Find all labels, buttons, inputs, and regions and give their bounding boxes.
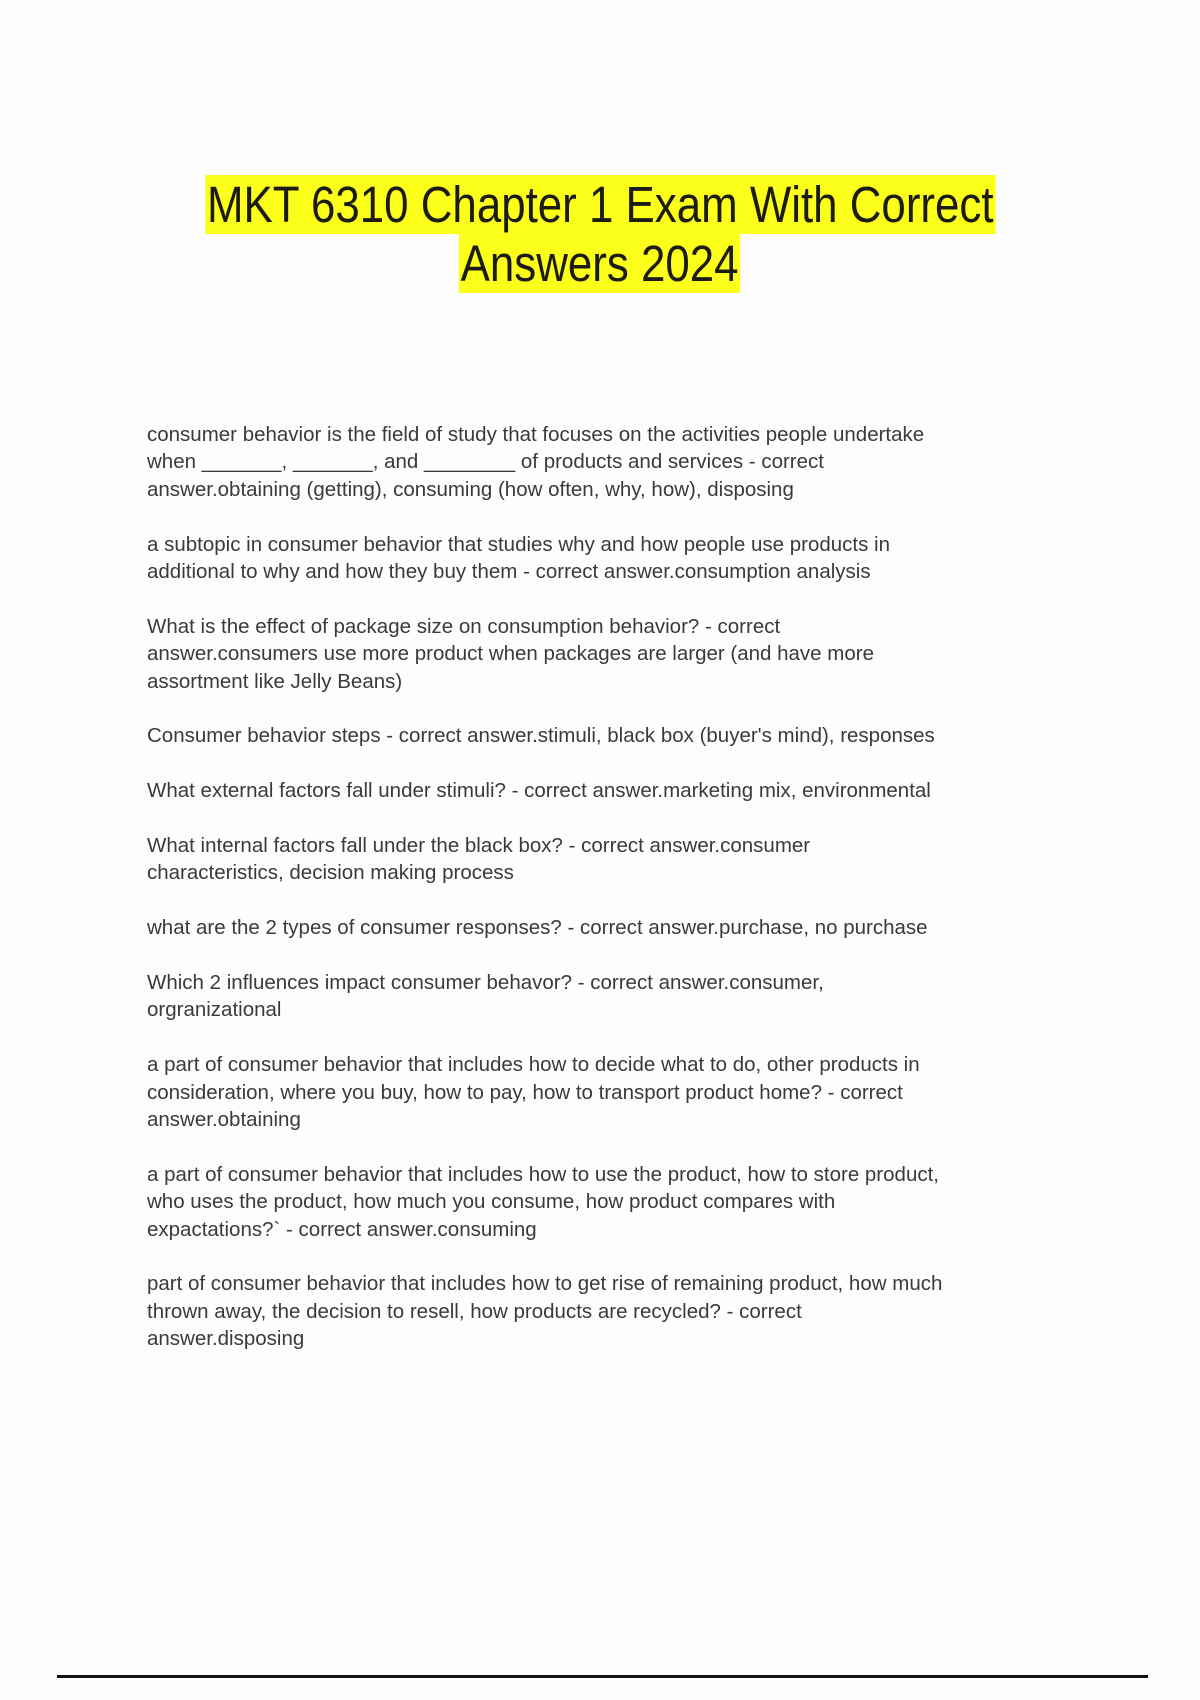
qa-line: answer.consumers use more product when packages are larger (and have more [147, 642, 874, 666]
qa-line: answer.obtaining (getting), consuming (how often, why, how), disposing [147, 477, 794, 501]
qa-line: what are the 2 types of consumer responses? - correct answer.purchase, no purchase [147, 916, 928, 940]
qa-line: additional to why and how they buy them - correct answer.consumption analysis [147, 560, 871, 584]
qa-item [147, 722, 1147, 749]
qa-line: What external factors fall under stimuli? - correct answer.marketing mix, environmental [147, 779, 931, 803]
qa-line: consideration, where you buy, how to pay, how to transport product home? - correct [147, 1080, 903, 1104]
qa-line: answer.obtaining [147, 1108, 301, 1132]
qa-item [147, 969, 1147, 1024]
document-title [0, 175, 1200, 293]
qa-line: What internal factors fall under the black box? - correct answer.consumer [147, 834, 811, 858]
qa-line: who uses the product, how much you consume, how product compares with [147, 1190, 836, 1214]
qa-item [147, 832, 1147, 887]
qa-line: characteristics, decision making process [147, 861, 514, 885]
qa-line: Consumer behavior steps - correct answer.stimuli, black box (buyer's mind), responses [147, 724, 935, 748]
qa-line: a subtopic in consumer behavior that studies why and how people use products in [147, 532, 891, 556]
qa-line: What is the effect of package size on consumption behavior? - correct [147, 614, 781, 638]
qa-item [147, 1270, 1147, 1352]
qa-line: Which 2 influences impact consumer behavor? - correct answer.consumer, [147, 971, 824, 995]
qa-line: expactations?` - correct answer.consuming [147, 1217, 537, 1241]
qa-line: a part of consumer behavior that includes how to use the product, how to store product, [147, 1162, 939, 1186]
qa-line: when _______, _______, and ________ of products and services - correct [147, 450, 824, 474]
qa-item [147, 1161, 1147, 1243]
page-bottom-divider [57, 1675, 1148, 1678]
title-line: MKT 6310 Chapter 1 Exam With Correct [206, 176, 994, 233]
qa-line: thrown away, the decision to resell, how products are recycled? - correct [147, 1299, 802, 1323]
title-line: Answers 2024 [461, 235, 739, 292]
qa-item [147, 914, 1147, 941]
qa-item [147, 1051, 1147, 1133]
qa-item [147, 613, 1147, 695]
qa-line: assortment like Jelly Beans) [147, 669, 403, 693]
qa-line: part of consumer behavior that includes how to get rise of remaining product, how much [147, 1272, 943, 1296]
qa-line: answer.disposing [147, 1327, 305, 1351]
qa-line: orgranizational [147, 998, 282, 1022]
qa-list [147, 421, 1147, 1380]
qa-item [147, 421, 1147, 503]
qa-item [147, 531, 1147, 586]
qa-item [147, 777, 1147, 804]
qa-line: a part of consumer behavior that includes how to decide what to do, other products in [147, 1053, 920, 1077]
qa-line: consumer behavior is the field of study that focuses on the activities people undertake [147, 423, 925, 446]
